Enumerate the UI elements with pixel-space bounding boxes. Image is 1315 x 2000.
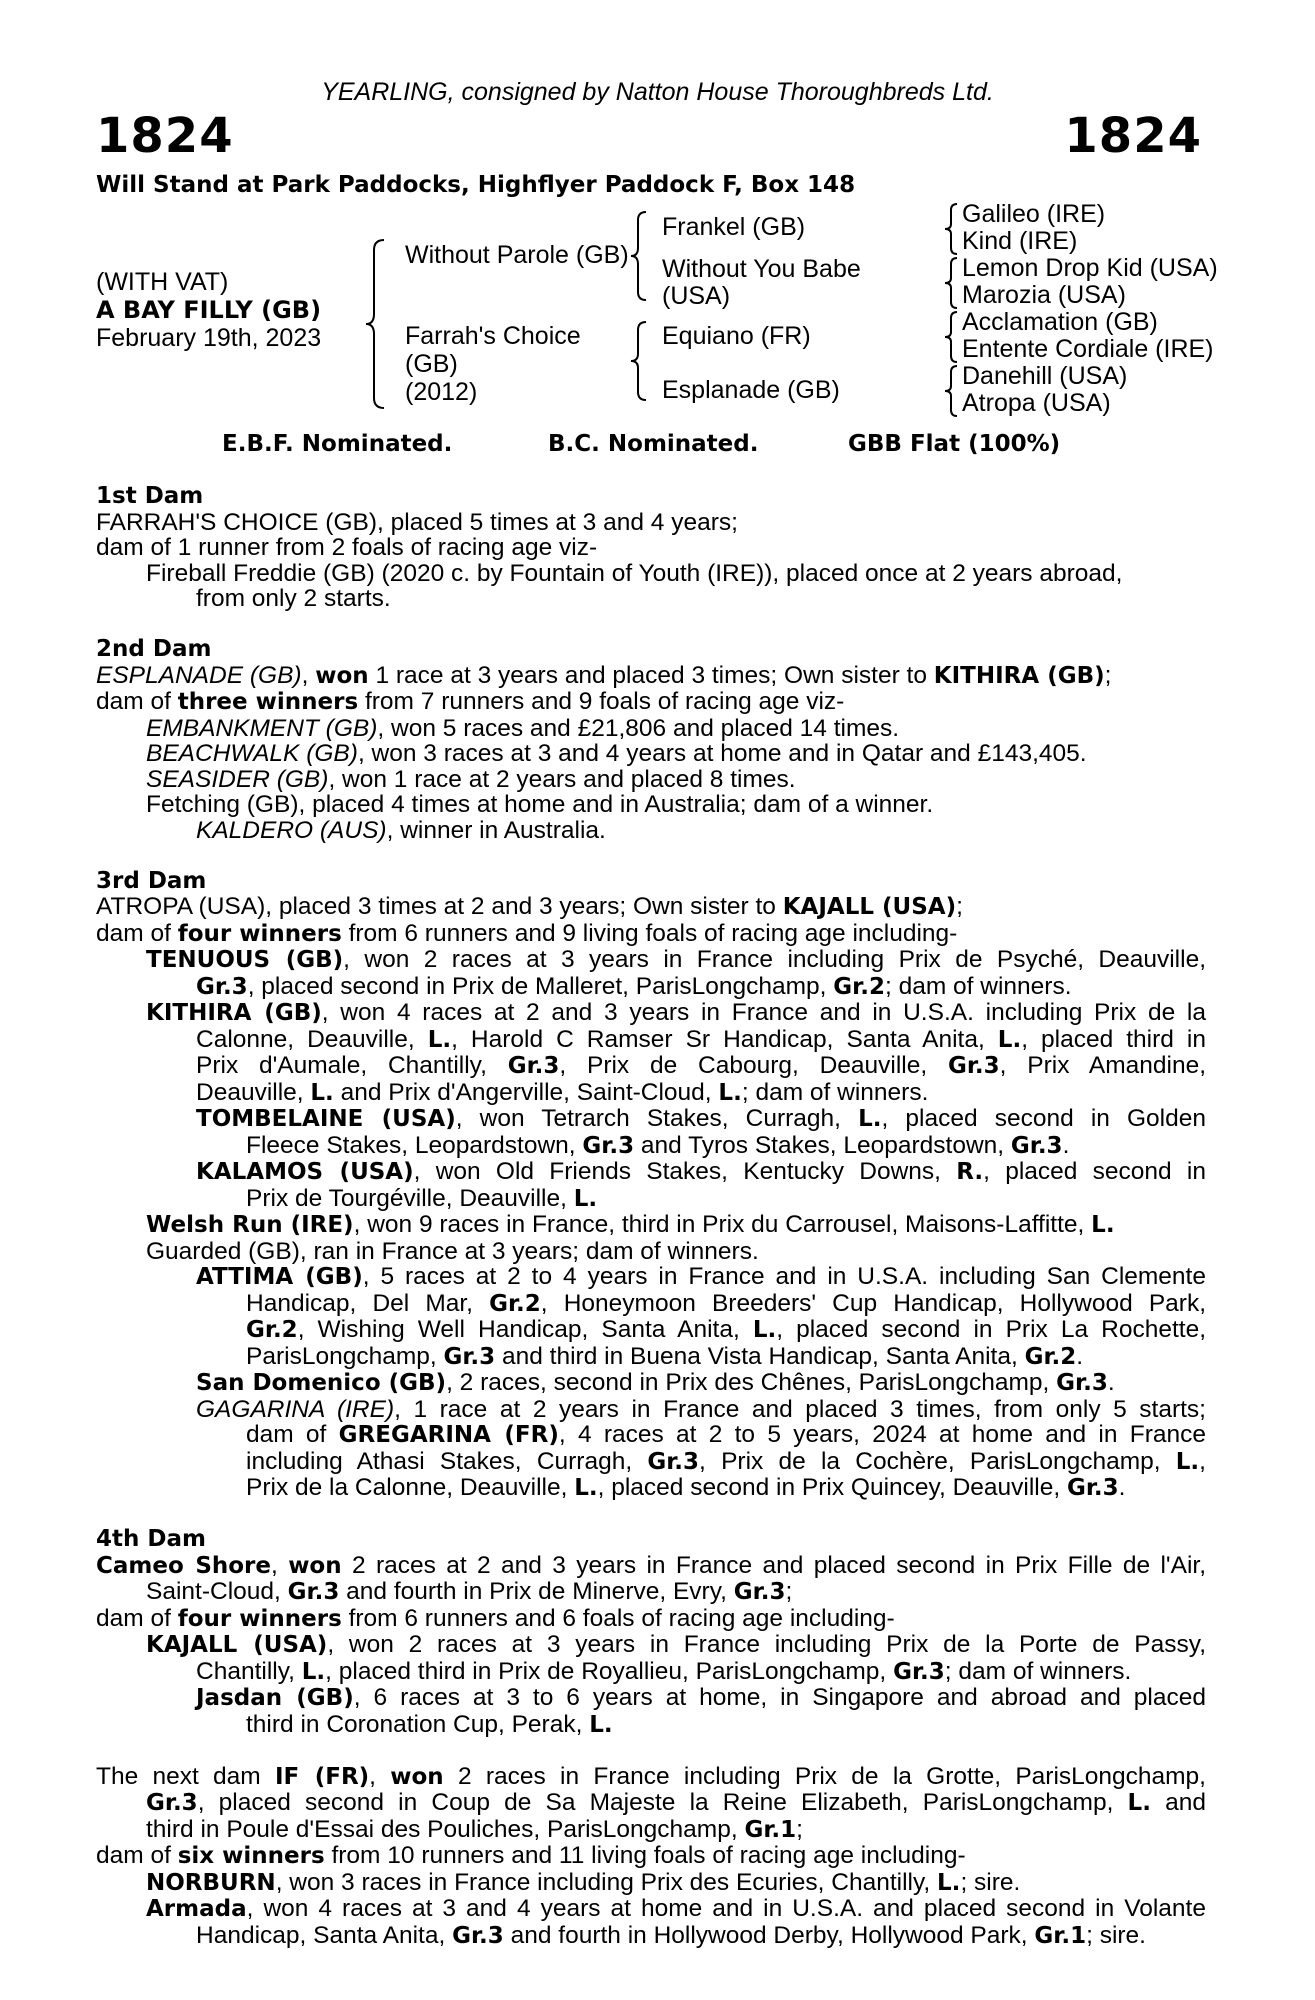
produce-entry: ATTIMA (GB), 5 races at 2 to 4 years in France and in U.S.A. including San Clemente Handicap, Del Mar, Gr.2, Honeymoon Breeders' Cup Handicap, Hollywood Park, Gr.2, Wishing Well Handicap, Santa Anita, L., placed second in Prix La Rochette, ParisLongchamp, Gr.3 and third in Buena Vista Handicap, Santa Anita, Gr.2.	[196, 1263, 1207, 1370]
gp-sdd: Marozia (USA)	[962, 281, 1126, 309]
gp-brace-2	[942, 254, 962, 312]
sire: Without Parole (GB)	[405, 241, 629, 269]
gp-brace-1	[942, 200, 962, 258]
gp-sss: Galileo (IRE)	[962, 200, 1106, 228]
produce-line: KALDERO (AUS), winner in Australia.	[196, 816, 606, 844]
produce-entry: KITHIRA (GB), won 4 races at 2 and 3 years in France and in U.S.A. including Prix de la Calonne, Deauville, L., Harold C Ramser Sr Handicap, Santa Anita, L., placed third in Prix d'Aumale, Chantilly, Gr.3, Prix de Cabourg, Deauville, Gr.3, Prix Amandine, Deauville, L. and Prix d'Angerville, Saint-Cloud, L.; dam of winners.	[146, 999, 1207, 1106]
dam-produce-summary: dam of four winners from 6 runners and 9 living foals of racing age including-	[96, 919, 958, 947]
stand-location: Will Stand at Park Paddocks, Highflyer Paddock F, Box 148	[96, 172, 856, 198]
dam-produce-summary: dam of three winners from 7 runners and 9 foals of racing age viz-	[96, 688, 845, 715]
gp-dds: Danehill (USA)	[962, 362, 1128, 390]
produce-line-cont: from only 2 starts.	[196, 585, 391, 612]
produce-entry: TOMBELAINE (USA), won Tetrarch Stakes, Curragh, L., placed second in Golden Fleece Stakes, Leopardstown, Gr.3 and Tyros Stakes, Leopardstown, Gr.3.	[196, 1105, 1206, 1159]
produce-entry: Welsh Run (IRE), won 9 races in France, third in Prix du Carrousel, Maisons-Laffitte, L.	[146, 1211, 1115, 1238]
dam-produce-summary: dam of six winners from 10 runners and 11 living foals of racing age including-	[96, 1842, 966, 1869]
produce-entry: GAGARINA (IRE), 1 race at 2 years in France and placed 3 times, from only 5 starts; dam of GREGARINA (FR), 4 races at 2 to 5 years, 2024 at home and in France including Athasi Stakes, Curragh, Gr.3, Prix de la Cochère, ParisLongchamp, L., Prix de la Calonne, Deauville, L., placed second in Prix Quincey, Deauville, Gr.3.	[196, 1395, 1206, 1501]
produce-entry: KALAMOS (USA), won Old Friends Stakes, Kentucky Downs, R., placed second in Prix de Tourgéville, Deauville, L.	[196, 1158, 1207, 1212]
third-dam-section	[96, 869, 1206, 1502]
produce-line: EMBANKMENT (GB), won 5 races and £21,806 and placed 14 times.	[146, 714, 900, 742]
dam-sire: Equiano (FR)	[662, 322, 811, 350]
catalogue-body	[96, 484, 1206, 1949]
first-dam-section	[96, 484, 1206, 612]
horse-dob: February 19th, 2023	[96, 324, 322, 352]
section-heading: 2nd Dam	[96, 636, 212, 662]
produce-entry: NORBURN, won 3 races in France including Prix des Ecuries, Chantilly, L.; sire.	[146, 1868, 1021, 1896]
gp-ssd: Kind (IRE)	[962, 227, 1078, 255]
section-heading: 1st Dam	[96, 483, 204, 509]
dam-brace	[628, 318, 652, 404]
dam-produce-summary: dam of four winners from 6 runners and 6 foals of racing age including-	[96, 1604, 895, 1632]
vat-note: (WITH VAT)	[96, 268, 229, 296]
dam-produce-summary: dam of 1 runner from 2 foals of racing age viz-	[96, 534, 598, 561]
fourth-dam-section	[96, 1527, 1206, 1738]
ebf-nomination: E.B.F. Nominated.	[222, 431, 453, 457]
lot-number-right: 1824	[1064, 108, 1202, 164]
main-brace	[362, 236, 392, 412]
dam-line1: Farrah's Choice	[405, 322, 581, 350]
next-dam-section	[96, 1764, 1206, 1950]
produce-line: SEASIDER (GB), won 1 race at 2 years and placed 8 times.	[146, 765, 796, 793]
dam-line2: (GB)	[405, 350, 458, 378]
produce-entry: Armada, won 4 races at 3 and 4 years at home and in U.S.A. and placed second in Volante Handicap, Santa Anita, Gr.3 and fourth in Hollywood Derby, Hollywood Park, Gr.1; sire.	[146, 1895, 1206, 1949]
produce-entry: Guarded (GB), ran in France at 3 years; dam of winners.	[146, 1237, 759, 1265]
produce-line: BEACHWALK (GB), won 3 races at 3 and 4 years at home and in Qatar and £143,405.	[146, 740, 1087, 767]
section-heading: 3rd Dam	[96, 867, 207, 894]
horse-name: A BAY FILLY (GB)	[96, 296, 322, 324]
dam-line3: (2012)	[405, 378, 478, 406]
sire-dam-line2: (USA)	[662, 282, 731, 310]
dam-summary: Cameo Shore, won 2 races at 2 and 3 years in France and placed second in Prix Fille de l'Air, Saint-Cloud, Gr.3 and fourth in Prix de Minerve, Evry, Gr.3;	[96, 1551, 1206, 1605]
produce-entry: San Domenico (GB), 2 races, second in Prix des Chênes, ParisLongchamp, Gr.3.	[196, 1369, 1115, 1396]
dam-summary: ATROPA (USA), placed 3 times at 2 and 3 years; Own sister to KAJALL (USA);	[96, 893, 963, 920]
lot-number-left: 1824	[96, 108, 234, 164]
consignor-line: YEARLING, consigned by Natton House Thoroughbreds Ltd.	[321, 78, 994, 106]
sire-dam-line1: Without You Babe	[662, 255, 861, 283]
dam-summary: The next dam IF (FR), won 2 races in France including Prix de la Grotte, ParisLongchamp, Gr.3, placed second in Coup de Sa Majeste la Reine Elizabeth, ParisLongchamp, L. and third in Poule d'Essai des Pouliches, ParisLongchamp, Gr.1;	[96, 1762, 1206, 1843]
dam-summary: ESPLANADE (GB), won 1 race at 3 years and placed 3 times; Own sister to KITHIRA (GB);	[96, 661, 1112, 689]
gp-ddd: Atropa (USA)	[962, 389, 1111, 417]
bc-nomination: B.C. Nominated.	[548, 431, 759, 457]
gp-sds: Lemon Drop Kid (USA)	[962, 254, 1218, 282]
produce-line: Fireball Freddie (GB) (2020 c. by Fountain of Youth (IRE)), placed once at 2 years abroad,	[146, 559, 1123, 587]
sire-sire: Frankel (GB)	[662, 213, 806, 241]
produce-entry: KAJALL (USA), won 2 races at 3 years in France including Prix de la Porte de Passy, Chantilly, L., placed third in Prix de Royallieu, ParisLongchamp, Gr.3; dam of winners.	[146, 1631, 1206, 1685]
gbb-flat: GBB Flat (100%)	[848, 431, 1061, 457]
produce-line: Fetching (GB), placed 4 times at home and in Australia; dam of a winner.	[146, 791, 934, 818]
produce-entry: TENUOUS (GB), won 2 races at 3 years in France including Prix de Psyché, Deauville, Gr.3, placed second in Prix de Malleret, ParisLongchamp, Gr.2; dam of winners.	[146, 946, 1207, 1000]
gp-brace-3	[942, 308, 962, 366]
gp-dsd: Entente Cordiale (IRE)	[962, 335, 1214, 363]
section-heading: 4th Dam	[96, 1526, 206, 1552]
gp-dss: Acclamation (GB)	[962, 308, 1158, 336]
sire-brace	[628, 208, 652, 304]
dam-dam: Esplanade (GB)	[662, 376, 840, 404]
second-dam-section	[96, 637, 1206, 843]
gp-brace-4	[942, 362, 962, 420]
produce-entry: Jasdan (GB), 6 races at 3 to 6 years at home, in Singapore and abroad and placed third in Coronation Cup, Perak, L.	[196, 1684, 1206, 1738]
dam-summary: FARRAH'S CHOICE (GB), placed 5 times at 3 and 4 years;	[96, 508, 738, 536]
